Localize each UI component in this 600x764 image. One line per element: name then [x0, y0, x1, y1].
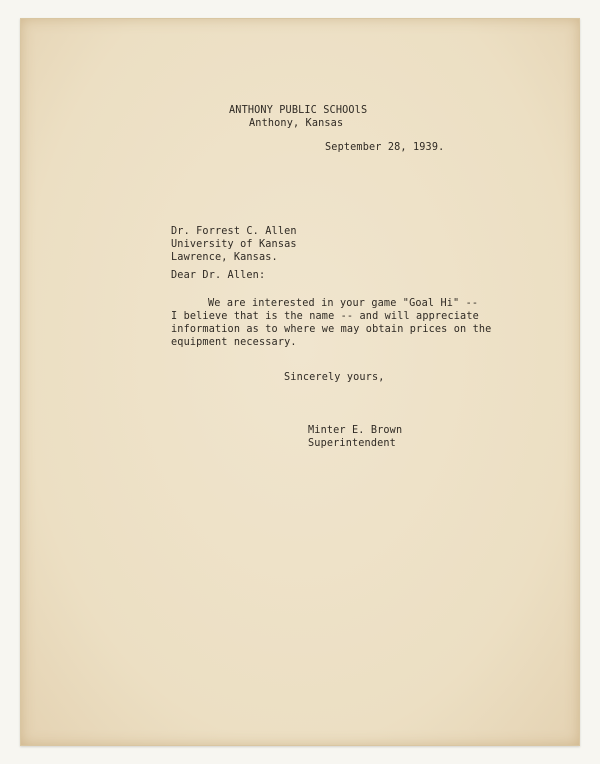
- letter-page: [20, 18, 580, 746]
- letterhead-school-name: ANTHONY PUBLIC SCHOOlS: [229, 105, 368, 116]
- signer-name: Minter E. Brown: [308, 425, 403, 436]
- recipient-institution: University of Kansas: [171, 239, 297, 250]
- recipient-city: Lawrence, Kansas.: [171, 252, 278, 263]
- body-line: We are interested in your game "Goal Hi" --: [208, 298, 479, 309]
- body-line: information as to where we may obtain prices on the: [171, 324, 492, 335]
- salutation: Dear Dr. Allen:: [171, 270, 266, 281]
- closing: Sincerely yours,: [284, 372, 385, 383]
- body-line: equipment necessary.: [171, 337, 297, 348]
- body-line: I believe that is the name -- and will appreciate: [171, 311, 479, 322]
- letterhead-location: Anthony, Kansas: [249, 118, 344, 129]
- recipient-name: Dr. Forrest C. Allen: [171, 226, 297, 237]
- signer-title: Superintendent: [308, 438, 396, 449]
- letter-date: September 28, 1939.: [325, 142, 445, 153]
